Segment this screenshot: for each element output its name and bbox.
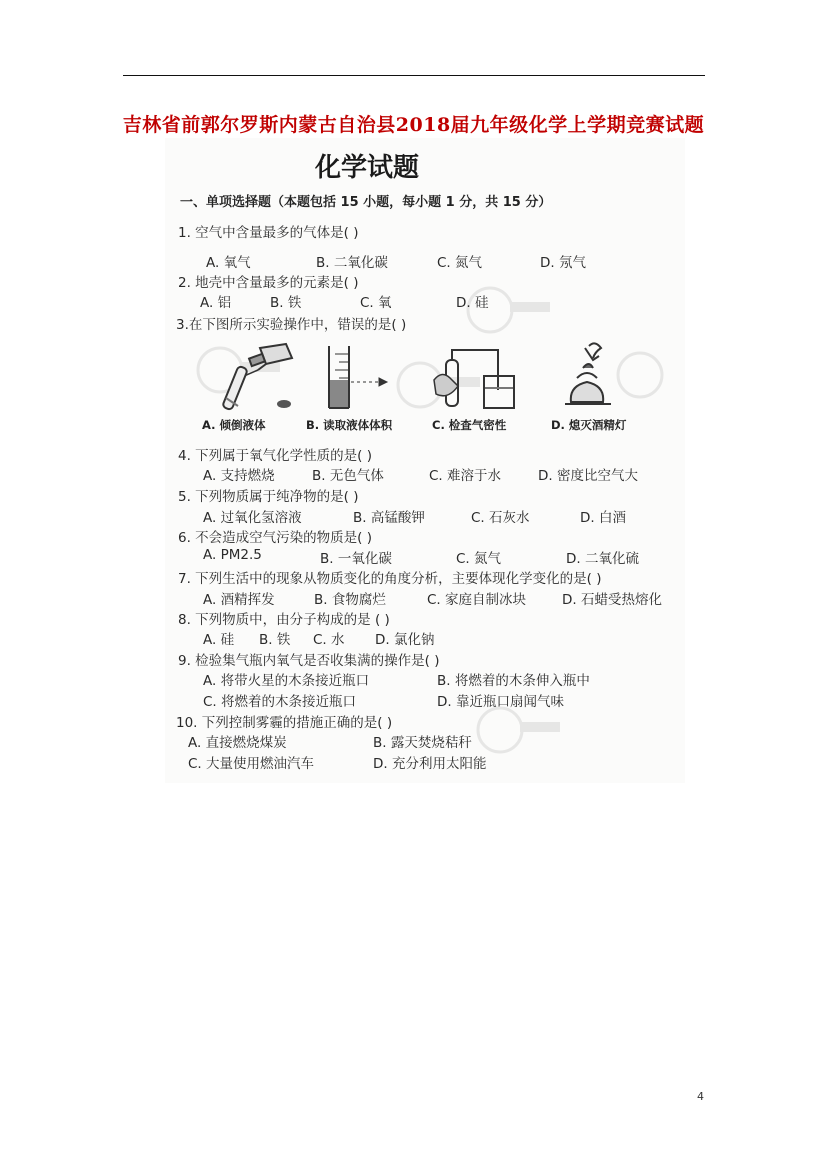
- question-stem: 10. 下列控制雾霾的措施正确的是( ): [176, 715, 393, 731]
- option: A. 酒精挥发: [203, 592, 275, 608]
- question-stem: 1. 空气中含量最多的气体是( ): [178, 225, 359, 241]
- option: B. 露天焚烧秸秆: [373, 735, 472, 751]
- option: A. 直接燃烧煤炭: [188, 735, 287, 751]
- option: C. 氮气: [437, 255, 483, 271]
- question-stem: 6. 不会造成空气污染的物质是( ): [178, 530, 372, 546]
- figure-caption-a: A. 倾倒液体: [202, 418, 266, 432]
- option: B. 二氧化碳: [316, 255, 388, 271]
- option: B. 铁: [270, 295, 302, 311]
- page-number: 4: [697, 1090, 704, 1103]
- question-stem: 7. 下列生活中的现象从物质变化的角度分析，主要体现化学变化的是( ): [178, 571, 602, 587]
- alcohol-lamp-figure: [555, 338, 625, 412]
- question-stem: 9. 检验集气瓶内氧气是否收集满的操作是( ): [178, 653, 440, 669]
- option: A. 支持燃烧: [203, 468, 275, 484]
- option: D. 石蜡受热熔化: [562, 592, 662, 608]
- option: C. 大量使用燃油汽车: [188, 756, 315, 772]
- option: B. 无色气体: [312, 468, 384, 484]
- option: A. PM2.5: [203, 547, 262, 563]
- pouring-liquid-figure: [200, 340, 300, 412]
- section-heading: 一、单项选择题（本题包括 15 小题，每小题 1 分，共 15 分）: [180, 195, 552, 210]
- option: C. 难溶于水: [429, 468, 502, 484]
- option: C. 石灰水: [471, 510, 530, 526]
- option: B. 铁: [259, 632, 291, 648]
- option: D. 靠近瓶口扇闻气味: [437, 694, 564, 710]
- option: D. 二氧化硫: [566, 551, 639, 567]
- option: C. 氮气: [456, 551, 502, 567]
- option: C. 家庭自制冰块: [427, 592, 527, 608]
- option: B. 一氧化碳: [320, 551, 392, 567]
- option: D. 密度比空气大: [538, 468, 638, 484]
- option: A. 硅: [203, 632, 235, 648]
- document-title: 吉林省前郭尔罗斯内蒙古自治县2018届九年级化学上学期竞赛试题: [122, 114, 705, 136]
- sheet-title: 化学试题: [315, 153, 420, 183]
- figure-caption-b: B. 读取液体体积: [306, 418, 393, 432]
- option: D. 白酒: [580, 510, 626, 526]
- question-stem: 3.在下图所示实验操作中，错误的是( ): [176, 317, 407, 333]
- option: D. 氖气: [540, 255, 586, 271]
- option: A. 过氧化氢溶液: [203, 510, 302, 526]
- question-stem: 8. 下列物质中，由分子构成的是 ( ): [178, 612, 390, 628]
- option: C. 氧: [360, 295, 392, 311]
- option: C. 将燃着的木条接近瓶口: [203, 694, 357, 710]
- option: A. 铝: [200, 295, 232, 311]
- graduated-cylinder-figure: [315, 340, 405, 412]
- option: A. 氧气: [206, 255, 251, 271]
- header-rule: [123, 75, 705, 76]
- option: D. 硅: [456, 295, 489, 311]
- option: D. 充分利用太阳能: [373, 756, 487, 772]
- option: A. 将带火星的木条接近瓶口: [203, 673, 370, 689]
- option: C. 水: [313, 632, 345, 648]
- question-stem: 4. 下列属于氧气化学性质的是( ): [178, 448, 372, 464]
- figure-caption-c: C. 检查气密性: [432, 418, 507, 432]
- question-stem: 5. 下列物质属于纯净物的是( ): [178, 489, 359, 505]
- option: D. 氯化钠: [375, 632, 435, 648]
- figure-caption-d: D. 熄灭酒精灯: [551, 418, 627, 432]
- question-stem: 2. 地壳中含量最多的元素是( ): [178, 275, 359, 291]
- airtightness-figure: [428, 340, 528, 412]
- option: B. 高锰酸钾: [353, 510, 425, 526]
- option: B. 食物腐烂: [314, 592, 386, 608]
- option: B. 将燃着的木条伸入瓶中: [437, 673, 590, 689]
